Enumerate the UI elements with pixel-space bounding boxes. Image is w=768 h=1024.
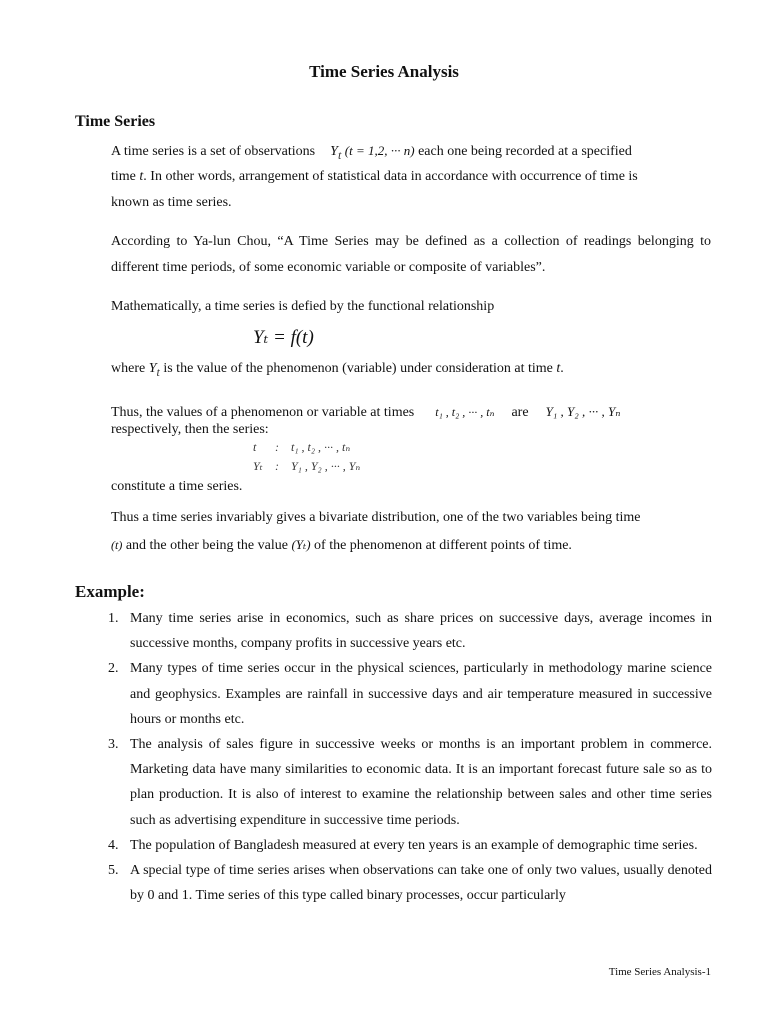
paragraph-where: where $Y_t$ is the value of the phenomenon (variable) under consideration at time t. xyxy=(111,361,564,379)
text-segment: is the value of the phenomenon (variable) under consideration at time xyxy=(163,361,553,376)
math-t: t xyxy=(139,169,144,184)
math-t: (t) xyxy=(111,538,123,552)
list-item: 4. The population of Bangladesh measured at every ten years is an example of demographic time series. xyxy=(108,837,698,853)
paragraph-bivariate-line2 xyxy=(111,537,711,554)
math-y: $Y_t$ xyxy=(148,361,160,379)
series-row-t: t : t₁ , t₂ , ··· , tₙ xyxy=(253,440,351,454)
list-item: 2. Many types of time series occur in the physical sciences, particularly in methodology marine science and geophysics. Examples are rainfall in successive days and air temperature measured in successive hours or months etc. xyxy=(108,661,712,727)
paragraph-definition-line3: known as time series. xyxy=(111,195,232,210)
paragraph-chou-quote: According to Ya-lun Chou, “A Time Series may be defined as a collection of readings belonging to different time periods, of some economic variable or composite of variables”. xyxy=(111,234,711,275)
math-values: Y₁ , Y₂ , ··· , Yₙ xyxy=(545,404,621,419)
text-segment: A time series is a set of observations xyxy=(111,144,316,159)
paragraph-definition-line1 xyxy=(111,143,711,163)
equation-yt-ft: Yₜ = f(t) xyxy=(253,327,314,348)
paragraph-bivariate-line1: Thus a time series invariably gives a bivariate distribution, one of the two variables being time xyxy=(111,510,641,525)
math-yt: (Yₜ) xyxy=(291,537,311,552)
math-y: $Y_t$ xyxy=(330,144,342,162)
list-item: 3. The analysis of sales figure in successive weeks or months is an important problem in commerce. Marketing data have many similarities to economic data. It is an important forecast future sale so as to plan production. It is also of interest to examine the relationship between sales and other time series such as advertising expenditure in successive time periods. xyxy=(108,737,712,828)
math-t: t xyxy=(556,361,561,376)
paragraph-constitute: constitute a time series. xyxy=(111,479,243,494)
text-segment: each one being recorded at a specified xyxy=(418,144,632,159)
page-title: Time Series Analysis xyxy=(309,62,459,81)
example-list xyxy=(108,606,712,908)
page-footer: Time Series Analysis-1 xyxy=(608,966,711,978)
section-heading-time-series: Time Series xyxy=(75,113,156,130)
text-segment: are xyxy=(511,405,529,420)
math-times: t₁ , t₂ , ··· , tₙ xyxy=(435,405,495,419)
paragraph-thus-values xyxy=(111,404,711,421)
list-item: 5. A special type of time series arises when observations can take one of only two values, usually denoted by 0 and 1. Time series of this type called binary processes, occur particularly xyxy=(108,863,712,904)
text-segment: Thus, the values of a phenomenon or variable at times xyxy=(111,405,415,420)
text-segment: where xyxy=(111,361,146,376)
paragraph-mathematically: Mathematically, a time series is defied by the functional relationship xyxy=(111,299,495,314)
text-segment: time xyxy=(111,169,136,184)
text-segment: of the phenomenon at different points of time. xyxy=(314,538,572,553)
text-segment: and the other being the value xyxy=(125,538,288,553)
list-item: 1. Many time series arise in economics, such as share prices on successive days, average incomes in successive months, company profits in successive years etc. xyxy=(108,611,712,652)
math-range: (t = 1,2, ··· n) xyxy=(344,143,415,158)
text-segment: . In other words, arrangement of statistical data in accordance with occurrence of time is xyxy=(143,169,638,184)
paragraph-respectively: respectively, then the series: xyxy=(111,422,269,437)
series-row-y: Yₜ : Y₁ , Y₂ , ··· , Yₙ xyxy=(253,459,361,473)
section-heading-example: Example: xyxy=(75,582,145,601)
paragraph-definition-line2 xyxy=(111,169,711,185)
